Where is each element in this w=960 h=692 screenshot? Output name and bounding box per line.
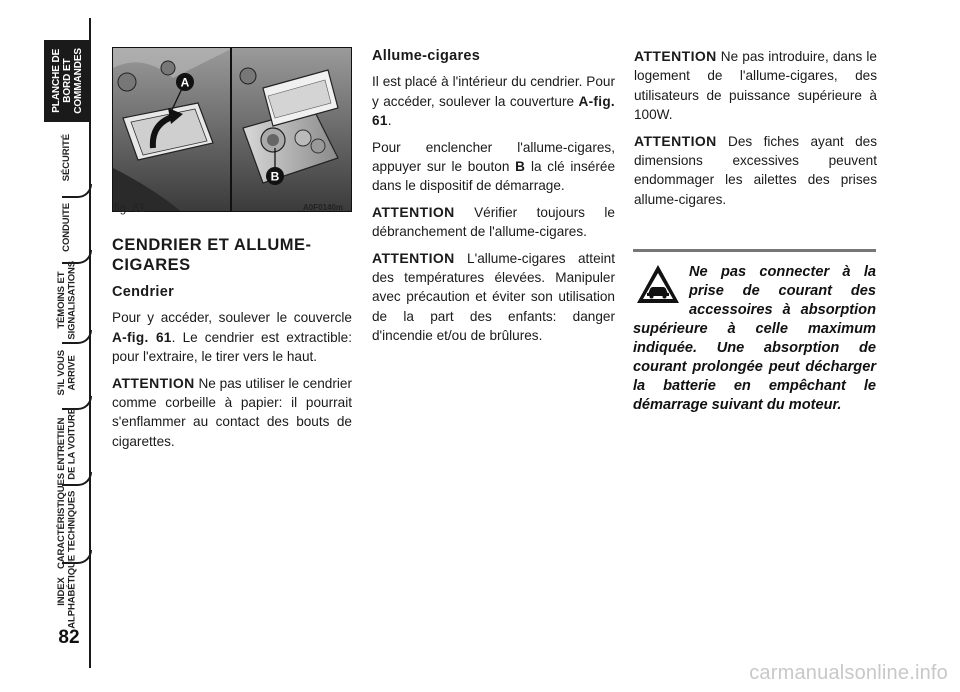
tab-label: PLANCHE DE BORD ET COMMANDES bbox=[50, 48, 84, 114]
car-battery-warning-icon bbox=[635, 263, 681, 305]
attention-paragraph bbox=[112, 374, 352, 452]
text: . Le cendrier est extractible: pour l'extraire, le tirer vers le haut. bbox=[112, 329, 353, 365]
section-title: CENDRIER ET ALLUME-CIGARES bbox=[112, 236, 312, 274]
attention-paragraph bbox=[634, 132, 877, 210]
text: Vérifier toujours le débranchement de l'allume-cigares. bbox=[372, 204, 615, 240]
attention-label: ATTENTION bbox=[372, 249, 455, 266]
tab-label: INDEX ALPHABÉTIQUE bbox=[56, 555, 78, 629]
figure-ashtray bbox=[112, 47, 352, 212]
paragraph bbox=[112, 308, 352, 366]
tab-index[interactable] bbox=[46, 555, 89, 629]
subheading-allume-cigares: Allume-cigares bbox=[372, 48, 481, 64]
warning-box bbox=[633, 249, 876, 415]
text: L'allume-cigares atteint des températures élevées. Manipuler avec précaution et éviter son utilisation de la part des enfants: danger d'incendie et/ou de brûlures. bbox=[372, 250, 615, 344]
text: Pour y accéder, soulever le couvercle bbox=[112, 310, 352, 326]
text: Ne pas utiliser le cendrier comme corbeille à papier: il pourrait s'enflammer au contact des bouts de cigarettes. bbox=[112, 375, 352, 449]
tab-sil-vous-arrive[interactable] bbox=[46, 342, 89, 404]
ashtray-illustration bbox=[113, 48, 352, 212]
tab-caracteristiques[interactable] bbox=[46, 472, 89, 570]
attention-label: ATTENTION bbox=[634, 132, 717, 149]
attention-paragraph bbox=[372, 249, 615, 346]
text: Des fiches ayant des dimensions excessives peuvent endommager les ailettes des prises allume-cigares. bbox=[634, 133, 877, 207]
tab-label: SÉCURITÉ bbox=[61, 134, 73, 182]
text: . bbox=[387, 113, 392, 129]
warning-text: Ne pas connecter à la prise de courant des accessoires à absorption supérieure à celle maximum indiquée. Une absorption de courant prolongée peut décharger la batterie en empêchant le démarrage suivant du moteur. bbox=[633, 264, 876, 413]
attention-label: ATTENTION bbox=[112, 374, 195, 391]
page-number: 82 bbox=[58, 627, 80, 648]
tab-label: CARACTÉRISTIQUES TECHNIQUES bbox=[56, 472, 78, 570]
figure-ref: A-fig. 61 bbox=[112, 329, 172, 345]
paragraph bbox=[372, 72, 615, 130]
text: Il est placé à l'intérieur du cendrier. Pour y accéder, soulever la couverture bbox=[372, 74, 615, 109]
tab-label: TÉMOINS ET SIGNALISATIONS bbox=[56, 260, 78, 340]
tab-temoins[interactable] bbox=[46, 262, 89, 338]
text: Ne pas introduire, dans le logement de l'allume-cigares, des utilisateurs de puissance supérieure à 100W. bbox=[634, 49, 877, 123]
paragraph bbox=[372, 138, 615, 196]
marker-a-label: A bbox=[180, 75, 190, 90]
text: la clé insérée dans le dispositif de démarrage. bbox=[372, 159, 616, 194]
button-ref: B bbox=[515, 159, 526, 175]
warning-rule bbox=[633, 249, 876, 252]
tab-label: CONDUITE bbox=[61, 202, 73, 252]
figure-caption: fig. 61 bbox=[114, 203, 146, 215]
attention-paragraph bbox=[372, 203, 615, 242]
attention-label: ATTENTION bbox=[372, 203, 455, 220]
column-2 bbox=[372, 47, 615, 353]
tab-securite[interactable] bbox=[46, 124, 89, 192]
tab-entretien[interactable] bbox=[46, 408, 89, 480]
attention-label: ATTENTION bbox=[634, 48, 717, 64]
tab-conduite[interactable] bbox=[46, 196, 89, 258]
column-1 bbox=[112, 235, 352, 458]
figure-ref: A-fig. 61 bbox=[372, 93, 615, 129]
text: Pour enclencher l'allume-cigares, appuyer sur le bouton bbox=[372, 139, 615, 175]
tab-planche-de-bord[interactable] bbox=[44, 40, 90, 122]
tab-label: ENTRETIEN DE LA VOITURE bbox=[56, 408, 78, 480]
subheading-cendrier: Cendrier bbox=[112, 284, 175, 300]
tab-label: S'IL VOUS ARRIVE bbox=[56, 350, 78, 396]
figure-code: A0F0140m bbox=[303, 203, 344, 212]
watermark: carmanualsonline.info bbox=[749, 662, 948, 684]
attention-paragraph bbox=[634, 47, 877, 125]
marker-b-label: B bbox=[270, 169, 280, 184]
column-3 bbox=[634, 47, 877, 216]
